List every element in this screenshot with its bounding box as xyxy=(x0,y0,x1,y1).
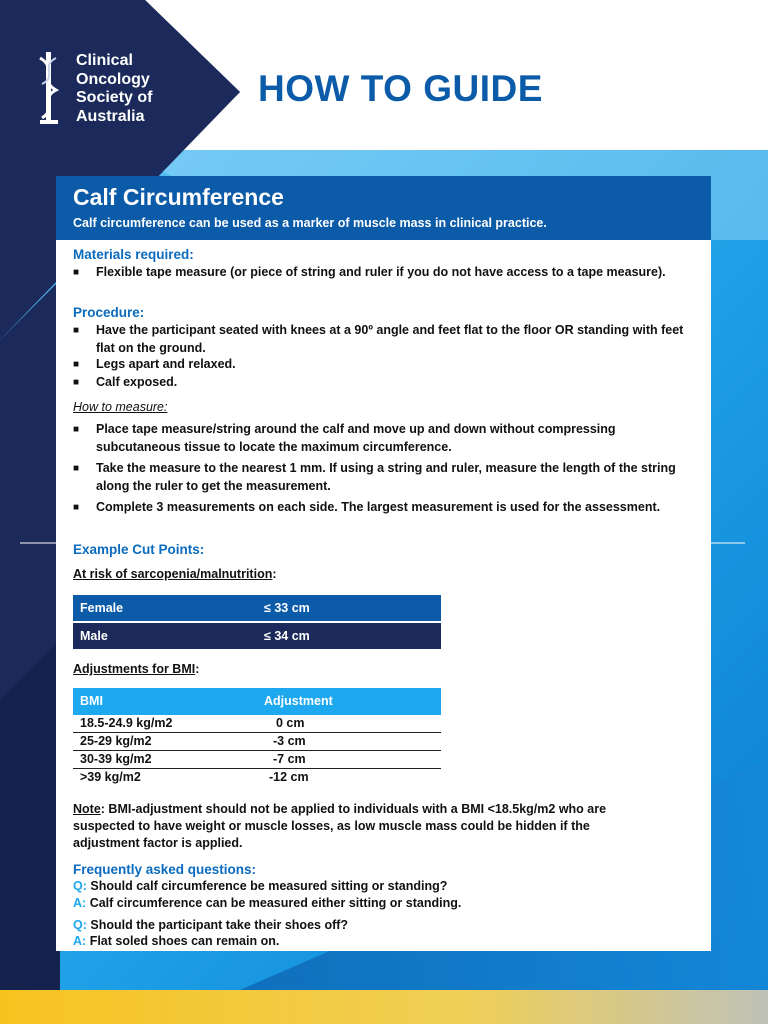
page-title: HOW TO GUIDE xyxy=(258,68,543,109)
faq-question xyxy=(73,879,447,893)
list-item-text: Place tape measure/string around the calf and move up and down without compressing subcutaneous tissue to locate the maximum circumference. xyxy=(96,422,616,454)
cut-points-heading: Example Cut Points: xyxy=(73,542,205,557)
bullet-icon: ■ xyxy=(73,359,80,370)
risk-label-colon: : xyxy=(272,567,277,581)
cut-value: ≤ 34 cm xyxy=(264,629,310,643)
card-subtitle: Calf circumference can be used as a marker of muscle mass in clinical practice. xyxy=(73,216,547,230)
bullet-icon: ■ xyxy=(73,463,80,474)
table-row xyxy=(73,623,441,649)
faq-answer xyxy=(73,896,461,910)
bullet-icon: ■ xyxy=(73,267,80,278)
materials-heading: Materials required: xyxy=(73,247,194,262)
bullet-icon: ■ xyxy=(73,424,80,435)
bullet-icon: ■ xyxy=(73,325,80,336)
list-item-text: Legs apart and relaxed. xyxy=(96,357,236,371)
card-title: Calf Circumference xyxy=(73,184,284,210)
bmi-cell: 25-29 kg/m2 xyxy=(80,734,152,748)
question-tag: Q: xyxy=(73,918,87,932)
question-text: Should the participant take their shoes off? xyxy=(90,918,349,932)
column-header: Adjustment xyxy=(264,694,333,708)
how-to-measure-heading: How to measure: xyxy=(73,400,168,414)
question-tag: Q: xyxy=(73,879,87,893)
adjustment-cell: 0 cm xyxy=(276,716,305,730)
table-row xyxy=(73,769,441,786)
column-header: BMI xyxy=(80,694,103,708)
faq-question xyxy=(73,918,348,932)
org-name xyxy=(76,52,152,126)
content-card xyxy=(56,176,711,951)
question-text: Should calf circumference be measured sitting or standing? xyxy=(90,879,448,893)
bmi-cell: >39 kg/m2 xyxy=(80,770,141,784)
cut-label: Female xyxy=(80,601,124,615)
bmi-label-colon: : xyxy=(195,662,200,676)
caduceus-logo-icon xyxy=(36,50,62,126)
cut-value: ≤ 33 cm xyxy=(264,601,310,615)
bmi-cell: 18.5-24.9 kg/m2 xyxy=(80,716,173,730)
note-text: : BMI-adjustment should not be applied to individuals with a BMI <18.5kg/m2 who are xyxy=(100,802,607,816)
note-label: Note xyxy=(73,802,101,816)
table-row xyxy=(73,595,441,621)
table-row xyxy=(73,733,441,751)
cut-label: Male xyxy=(80,629,108,643)
list-item-text: Flexible tape measure (or piece of string and ruler if you do not have access to a tape measure). xyxy=(96,265,666,279)
note-line xyxy=(73,802,606,816)
procedure-heading: Procedure: xyxy=(73,305,145,320)
bullet-icon: ■ xyxy=(73,502,80,513)
answer-text: Flat soled shoes can remain on. xyxy=(89,934,280,948)
table-row xyxy=(73,751,441,769)
list-item-text: Calf exposed. xyxy=(96,375,178,389)
org-line: Society of xyxy=(76,89,153,106)
adjustment-cell: -7 cm xyxy=(273,752,306,766)
answer-tag: A: xyxy=(73,934,87,948)
risk-label-text: At risk of sarcopenia/malnutrition xyxy=(73,567,273,581)
faq-answer xyxy=(73,934,279,948)
bullet-icon: ■ xyxy=(73,377,80,388)
table-header xyxy=(73,688,441,715)
bmi-label-text: Adjustments for BMI xyxy=(73,662,196,676)
org-line: Clinical xyxy=(76,52,133,69)
org-line: Australia xyxy=(76,107,145,125)
adjustment-cell: -12 cm xyxy=(269,770,309,784)
bmi-label xyxy=(73,662,199,676)
list-item-text: Complete 3 measurements on each side. The largest measurement is used for the assessment. xyxy=(96,500,661,514)
org-line: Oncology xyxy=(76,70,150,88)
answer-text: Calf circumference can be measured either sitting or standing. xyxy=(89,896,462,910)
list-item-text: Take the measure to the nearest 1 mm. If using a string and ruler, measure the length of the string along the ruler to get the measurement. xyxy=(96,461,676,493)
answer-tag: A: xyxy=(73,896,87,910)
faq-heading: Frequently asked questions: xyxy=(73,862,257,877)
list-item-text: Have the participant seated with knees at a 90º angle and feet flat to the floor OR standing with feet flat on the ground. xyxy=(96,323,684,355)
bmi-cell: 30-39 kg/m2 xyxy=(80,752,152,766)
card-header xyxy=(56,176,711,240)
adjustment-cell: -3 cm xyxy=(273,734,306,748)
note-line: adjustment factor is applied. xyxy=(73,836,243,850)
risk-label xyxy=(73,567,277,581)
note-line: suspected to have weight or muscle losses, as low muscle mass could be hidden if the xyxy=(73,819,590,833)
table-row xyxy=(73,715,441,733)
